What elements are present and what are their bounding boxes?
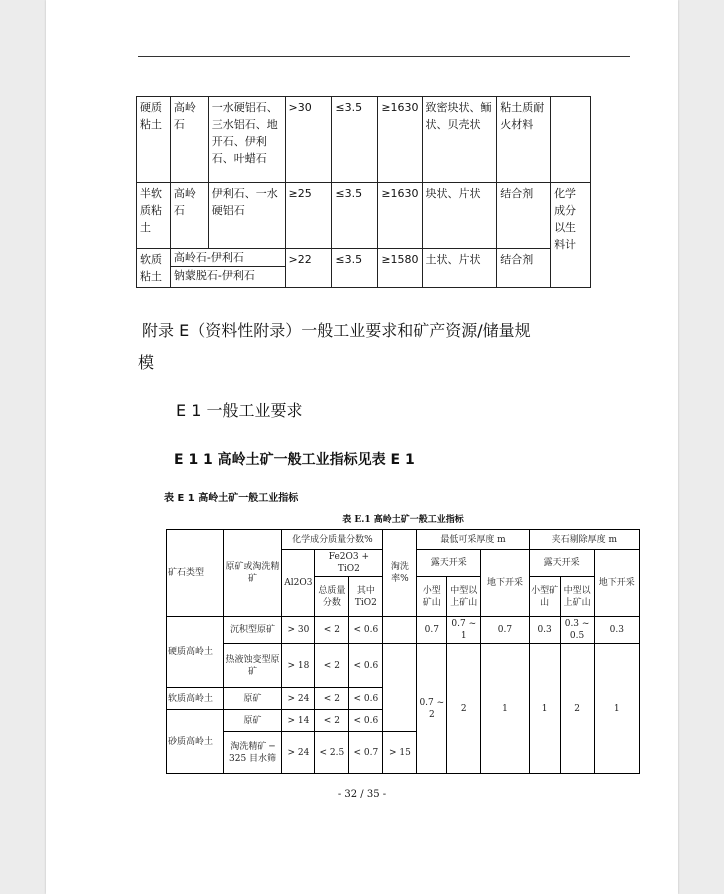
header-cell: 小型矿山	[417, 577, 447, 617]
header-cell: 化学成分质量分数%	[282, 530, 383, 550]
cell	[170, 249, 285, 288]
cell: < 0.6	[349, 617, 383, 644]
header-cell: 露天开采	[529, 550, 594, 577]
cell: 1	[529, 644, 560, 774]
cell: ≤3.5	[332, 249, 378, 288]
cell: 半软质粘土	[137, 183, 171, 249]
cell-line: 钠蒙脱石-伊利石	[173, 269, 255, 282]
cell: 0.7	[417, 617, 447, 644]
table-row	[167, 644, 640, 688]
cell: ≥1580	[378, 249, 422, 288]
cell-line: 高岭石-伊利石	[171, 249, 285, 267]
kaolin-industrial-index-table	[166, 529, 640, 774]
cell: < 2	[315, 617, 349, 644]
table-row	[167, 617, 640, 644]
cell: < 2.5	[315, 732, 349, 774]
cell: 硬质粘土	[137, 97, 171, 183]
cell: 致密块状、鲕状、贝壳状	[422, 97, 497, 183]
cell: > 24	[282, 688, 315, 710]
header-cell: 中型以上矿山	[447, 577, 481, 617]
header-cell: 其中TiO2	[349, 577, 383, 617]
cell: 0.7	[481, 617, 529, 644]
section-heading-e1: E 1 一般工业要求	[176, 401, 303, 420]
cell	[383, 617, 417, 644]
header-cell: 总质量分数	[315, 577, 349, 617]
cell: ≥1630	[378, 183, 422, 249]
table-caption: 表 E 1 高岭土矿一般工业指标	[164, 493, 299, 504]
cell: 2	[560, 644, 594, 774]
cell: < 0.6	[349, 644, 383, 688]
cell: 0.3	[529, 617, 560, 644]
header-cell: 中型以上矿山	[560, 577, 594, 617]
cell: 粘土质耐火材料	[497, 97, 551, 183]
cell: 伊利石、一水硬铝石	[208, 183, 285, 249]
header-cell: 地下开采	[481, 550, 529, 617]
cell: 块状、片状	[422, 183, 497, 249]
header-cell: 矿石类型	[167, 530, 224, 617]
cell: >30	[285, 97, 332, 183]
cell: 0.3	[594, 617, 639, 644]
appendix-heading-line2: 模	[138, 353, 155, 372]
page-number: - 32 / 35 -	[337, 789, 387, 800]
cell: > 30	[282, 617, 315, 644]
cell: 高岭石	[170, 183, 208, 249]
cell: 0.3 ~ 0.5	[560, 617, 594, 644]
appendix-heading	[138, 316, 612, 372]
cell: 0.7 ~ 2	[417, 644, 447, 774]
cell: 0.7 ~ 1	[447, 617, 481, 644]
header-cell: 地下开采	[594, 550, 639, 617]
cell: ≥25	[285, 183, 332, 249]
cell: 淘洗精矿 ─ 325 目水筛	[223, 732, 282, 774]
cell: 结合剂	[497, 183, 551, 249]
cell: < 0.6	[349, 688, 383, 710]
cell: 结合剂	[497, 249, 551, 288]
cell: 1	[594, 644, 639, 774]
header-cell: Al2O3	[282, 550, 315, 617]
cell	[383, 644, 417, 732]
cell: 原矿	[223, 710, 282, 732]
cell: > 18	[282, 644, 315, 688]
header-cell: 小型矿山	[529, 577, 560, 617]
cell	[551, 97, 591, 183]
header-rule	[138, 56, 630, 57]
cell: 原矿	[223, 688, 282, 710]
header-cell: 原矿或淘洗精矿	[223, 530, 282, 617]
table-row	[137, 97, 591, 183]
cell: ≤3.5	[332, 183, 378, 249]
table-row	[137, 249, 591, 288]
group-cell: 砂质高岭土	[167, 710, 224, 774]
table-row	[137, 183, 591, 249]
cell: 热液蚀变型原矿	[223, 644, 282, 688]
cell: 1	[481, 644, 529, 774]
cell: < 2	[315, 644, 349, 688]
cell: < 0.6	[349, 710, 383, 732]
cell: ≥1630	[378, 97, 422, 183]
cell: 化学成分以生料计	[551, 183, 591, 288]
cell: < 0.7	[349, 732, 383, 774]
group-cell: 软质高岭土	[167, 688, 224, 710]
cell: < 2	[315, 710, 349, 732]
cell: 土状、片状	[422, 249, 497, 288]
header-cell: 露天开采	[417, 550, 481, 577]
cell: > 14	[282, 710, 315, 732]
appendix-heading-line1: 附录 E（资料性附录）一般工业要求和矿产资源/储量规	[142, 321, 531, 340]
header-cell: 夹石剔除厚度 m	[529, 530, 639, 550]
cell: < 2	[315, 688, 349, 710]
cell: 一水硬铝石、三水铝石、地开石、伊利石、叶蜡石	[208, 97, 285, 183]
cell: 高岭石	[170, 97, 208, 183]
group-cell: 硬质高岭土	[167, 617, 224, 688]
document-page	[46, 0, 678, 894]
cell: 2	[447, 644, 481, 774]
cell: 软质粘土	[137, 249, 171, 288]
table-title: 表 E.1 高岭土矿一般工业指标	[342, 515, 464, 525]
cell: > 15	[383, 732, 417, 774]
cell: >22	[285, 249, 332, 288]
header-cell: 最低可采厚度 m	[417, 530, 529, 550]
section-heading-e11: E 1 1 高岭土矿一般工业指标见表 E 1	[174, 452, 415, 468]
header-cell: Fe2O3 + TiO2	[315, 550, 383, 577]
clay-classification-table	[136, 96, 591, 288]
cell: ≤3.5	[332, 97, 378, 183]
header-cell: 淘洗率%	[383, 530, 417, 617]
cell: > 24	[282, 732, 315, 774]
cell: 沉积型原矿	[223, 617, 282, 644]
